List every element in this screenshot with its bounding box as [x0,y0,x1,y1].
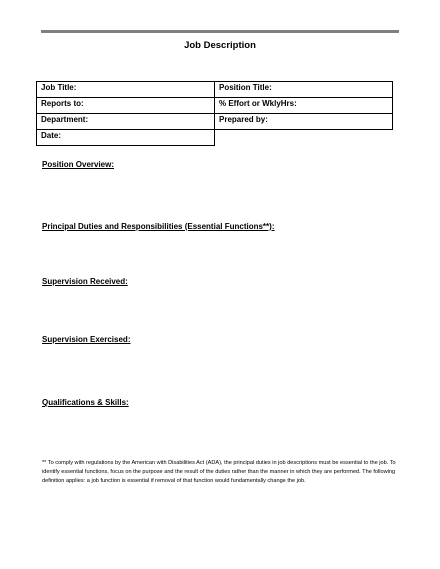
date-field[interactable]: Date: [37,130,215,146]
principal-duties-heading: Principal Duties and Responsibilities (Essential Functions**): [42,222,275,231]
job-title-field[interactable]: Job Title: [37,82,215,98]
table-row [37,82,393,98]
department-field[interactable]: Department: [37,114,215,130]
empty-cell [215,130,393,146]
reports-to-field[interactable]: Reports to: [37,98,215,114]
qualifications-heading: Qualifications & Skills: [42,398,129,407]
position-title-field[interactable]: Position Title: [215,82,393,98]
table-row [37,114,393,130]
table-row [37,98,393,114]
header-rule [41,30,399,33]
document-title: Job Description [184,40,256,51]
table-row [37,130,393,146]
ada-footnote: ** To comply with regulations by the American with Disabilities Act (ADA), the principal duties in job descriptions must be essential to the job. To identify essential functions, focus on the purpose and the result of the duties rather than the manner in which they are performed. The following definition applies: a job function is essential if removal of that function would fundamentally change the job. [42,460,396,484]
effort-field[interactable]: % Effort or WklyHrs: [215,98,393,114]
position-overview-heading: Position Overview: [42,160,115,169]
prepared-by-field[interactable]: Prepared by: [215,114,393,130]
supervision-received-heading: Supervision Received: [42,277,128,286]
job-info-table [36,81,393,146]
supervision-exercised-heading: Supervision Exercised: [42,335,131,344]
